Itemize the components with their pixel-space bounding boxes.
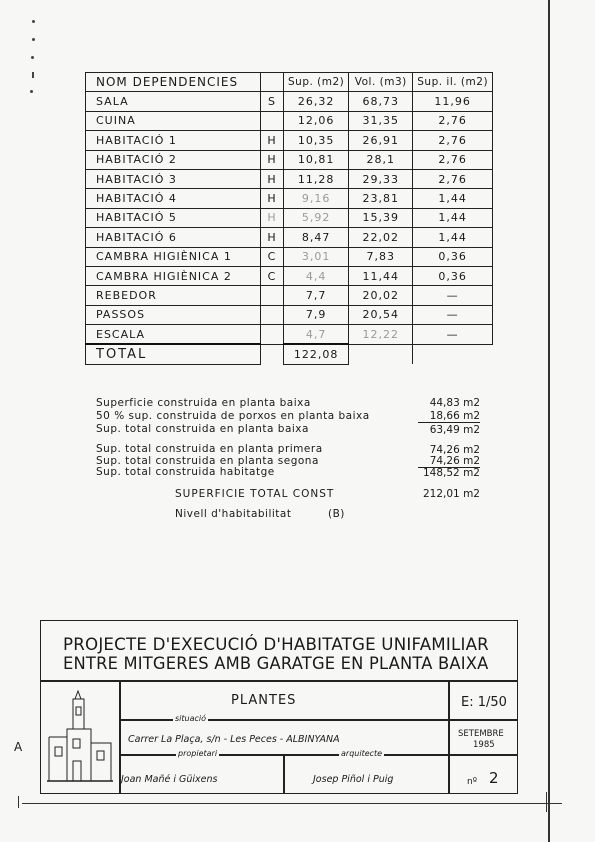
room-lit-surface-cell: 2,76 [413, 169, 493, 188]
propietari: Joan Mañé i Güixens [121, 774, 218, 785]
room-name-cell: HABITACIÓ 6 [86, 228, 261, 247]
room-lit-surface-cell: — [413, 325, 493, 345]
room-volume-cell: 29,33 [349, 169, 413, 188]
room-surface-cell: 10,81 [284, 150, 349, 169]
title-divider [41, 680, 517, 682]
summary-label-4: Sup. total construida en planta primera [96, 443, 323, 455]
sheet-title: PLANTES [231, 693, 297, 708]
room-surface-cell: 4,7 [284, 325, 349, 345]
room-surface-cell: 10,35 [284, 131, 349, 150]
header-supil: Sup. il. (m2) [413, 73, 493, 92]
room-name-cell: SALA [86, 92, 261, 111]
room-lit-surface-cell: 11,96 [413, 92, 493, 111]
room-lit-surface-cell: — [413, 286, 493, 305]
table-total-row [86, 344, 493, 364]
room-lit-surface-cell: 2,76 [413, 150, 493, 169]
room-volume-cell: 23,81 [349, 189, 413, 208]
summary-value-3: 63,49 m2 [429, 424, 480, 436]
room-name-cell: REBEDOR [86, 286, 261, 305]
project-title-line-2: ENTRE MITGERES AMB GARATGE EN PLANTA BAIXA [63, 654, 489, 674]
summary-total-label: SUPERFICIE TOTAL CONST [175, 488, 335, 500]
table-row [86, 247, 493, 266]
table-row [86, 150, 493, 169]
room-name-cell: PASSOS [86, 305, 261, 324]
room-code-cell: S [261, 92, 284, 111]
total-volume-cell [349, 344, 413, 364]
room-code-cell: H [261, 189, 284, 208]
total-surface-cell: 122,08 [284, 344, 349, 364]
table-header-row [86, 73, 493, 92]
room-surface-cell: 7,9 [284, 305, 349, 324]
room-lit-surface-cell: — [413, 305, 493, 324]
table-row [86, 325, 493, 345]
summary-label-2: 50 % sup. construida de porxos en planta baixa [96, 410, 370, 422]
table-row [86, 266, 493, 285]
room-name-cell: CAMBRA HIGIÈNICA 1 [86, 247, 261, 266]
room-code-cell: H [261, 131, 284, 150]
room-code-cell: H [261, 208, 284, 227]
room-code-cell: H [261, 150, 284, 169]
room-volume-cell: 11,44 [349, 266, 413, 285]
total-code-cell [261, 344, 284, 364]
room-surface-cell: 9,16 [284, 189, 349, 208]
room-lit-surface-cell: 1,44 [413, 208, 493, 227]
room-surface-cell: 3,01 [284, 247, 349, 266]
summary-label-6: Sup. total construida habitatge [96, 466, 275, 478]
room-name-cell: CUINA [86, 111, 261, 130]
room-volume-cell: 7,83 [349, 247, 413, 266]
summary-label-3: Sup. total construida en planta baixa [96, 423, 309, 435]
summary-value-5: 74,26 m2 [418, 455, 480, 468]
summary-value-6: 148,52 m2 [423, 467, 480, 479]
habitability-label: Nivell d'habitabilitat [175, 508, 292, 520]
table-row [86, 305, 493, 324]
room-name-cell: ESCALA [86, 325, 261, 345]
arquitecte: Josep Piñol i Puig [313, 774, 394, 785]
table-row [86, 169, 493, 188]
punch-marks [30, 20, 36, 100]
table-row [86, 111, 493, 130]
room-volume-cell: 26,91 [349, 131, 413, 150]
page-tick [546, 792, 547, 812]
header-sup: Sup. (m2) [284, 73, 349, 92]
scale: E: 1/50 [461, 695, 507, 710]
room-name-cell: HABITACIÓ 2 [86, 150, 261, 169]
header-code [261, 73, 284, 92]
room-lit-surface-cell: 1,44 [413, 189, 493, 208]
situacio: Carrer La Plaça, s/n - Les Peces - ALBINYANA [128, 734, 340, 745]
room-lit-surface-cell: 2,76 [413, 111, 493, 130]
page-tick [18, 796, 19, 808]
room-volume-cell: 20,54 [349, 305, 413, 324]
room-volume-cell: 12,22 [349, 325, 413, 345]
header-vol: Vol. (m3) [349, 73, 413, 92]
room-code-cell: H [261, 228, 284, 247]
room-surface-cell: 4,4 [284, 266, 349, 285]
date-month: SETEMBRE [458, 729, 504, 739]
header-name: NOM DEPENDENCIES [86, 73, 261, 92]
room-surface-cell: 26,32 [284, 92, 349, 111]
summary-label-1: Superficie construida en planta baixa [96, 397, 311, 409]
arquitecte-caption: arquitecte [341, 749, 383, 758]
room-name-cell: CAMBRA HIGIÈNICA 2 [86, 266, 261, 285]
room-surface-cell: 12,06 [284, 111, 349, 130]
table-row [86, 189, 493, 208]
sheet-number: 2 [489, 769, 499, 787]
title-block [40, 620, 518, 794]
room-volume-cell: 22,02 [349, 228, 413, 247]
room-lit-surface-cell: 0,36 [413, 247, 493, 266]
room-name-cell: HABITACIÓ 5 [86, 208, 261, 227]
habitability-value: (B) [328, 508, 345, 520]
room-code-cell [261, 111, 284, 130]
room-surface-cell: 7,7 [284, 286, 349, 305]
room-lit-surface-cell: 0,36 [413, 266, 493, 285]
room-surface-cell: 8,47 [284, 228, 349, 247]
propietari-caption: propietari [178, 749, 218, 758]
room-volume-cell: 68,73 [349, 92, 413, 111]
summary-value-1: 44,83 m2 [429, 397, 480, 409]
situacio-caption: situació [175, 714, 207, 723]
room-code-cell [261, 286, 284, 305]
summary-total-value: 212,01 m2 [423, 488, 480, 500]
page-border-bottom [22, 803, 562, 804]
room-code-cell: H [261, 169, 284, 188]
date-year: 1985 [473, 740, 495, 750]
summary-label-5: Sup. total construida en planta segona [96, 455, 319, 467]
room-volume-cell: 28,1 [349, 150, 413, 169]
sheet-number-label: nº [467, 777, 477, 787]
room-lit-surface-cell: 1,44 [413, 228, 493, 247]
room-name-cell: HABITACIÓ 1 [86, 131, 261, 150]
title-divider [283, 754, 285, 793]
title-divider [448, 680, 450, 793]
room-table [85, 72, 493, 365]
room-code-cell: C [261, 266, 284, 285]
room-code-cell: C [261, 247, 284, 266]
table-row [86, 92, 493, 111]
room-surface-cell: 11,28 [284, 169, 349, 188]
room-surface-cell: 5,92 [284, 208, 349, 227]
room-lit-surface-cell: 2,76 [413, 131, 493, 150]
room-volume-cell: 31,35 [349, 111, 413, 130]
summary-value-4: 74,26 m2 [429, 444, 480, 456]
room-volume-cell: 15,39 [349, 208, 413, 227]
summary-value-2: 18,66 m2 [418, 410, 480, 423]
room-name-cell: HABITACIÓ 3 [86, 169, 261, 188]
room-volume-cell: 20,02 [349, 286, 413, 305]
total-label-cell: TOTAL [86, 344, 261, 364]
room-name-cell: HABITACIÓ 4 [86, 189, 261, 208]
room-code-cell [261, 305, 284, 324]
page-border-right [548, 0, 550, 842]
table-row [86, 131, 493, 150]
total-lit-cell [413, 344, 493, 364]
project-title-line-1: PROJECTE D'EXECUCIÓ D'HABITATGE UNIFAMILIAR [63, 635, 489, 655]
margin-letter: A [14, 740, 23, 754]
table-row [86, 286, 493, 305]
table-row [86, 228, 493, 247]
room-code-cell [261, 325, 284, 345]
table-row [86, 208, 493, 227]
building-sketch-icon [45, 685, 115, 789]
